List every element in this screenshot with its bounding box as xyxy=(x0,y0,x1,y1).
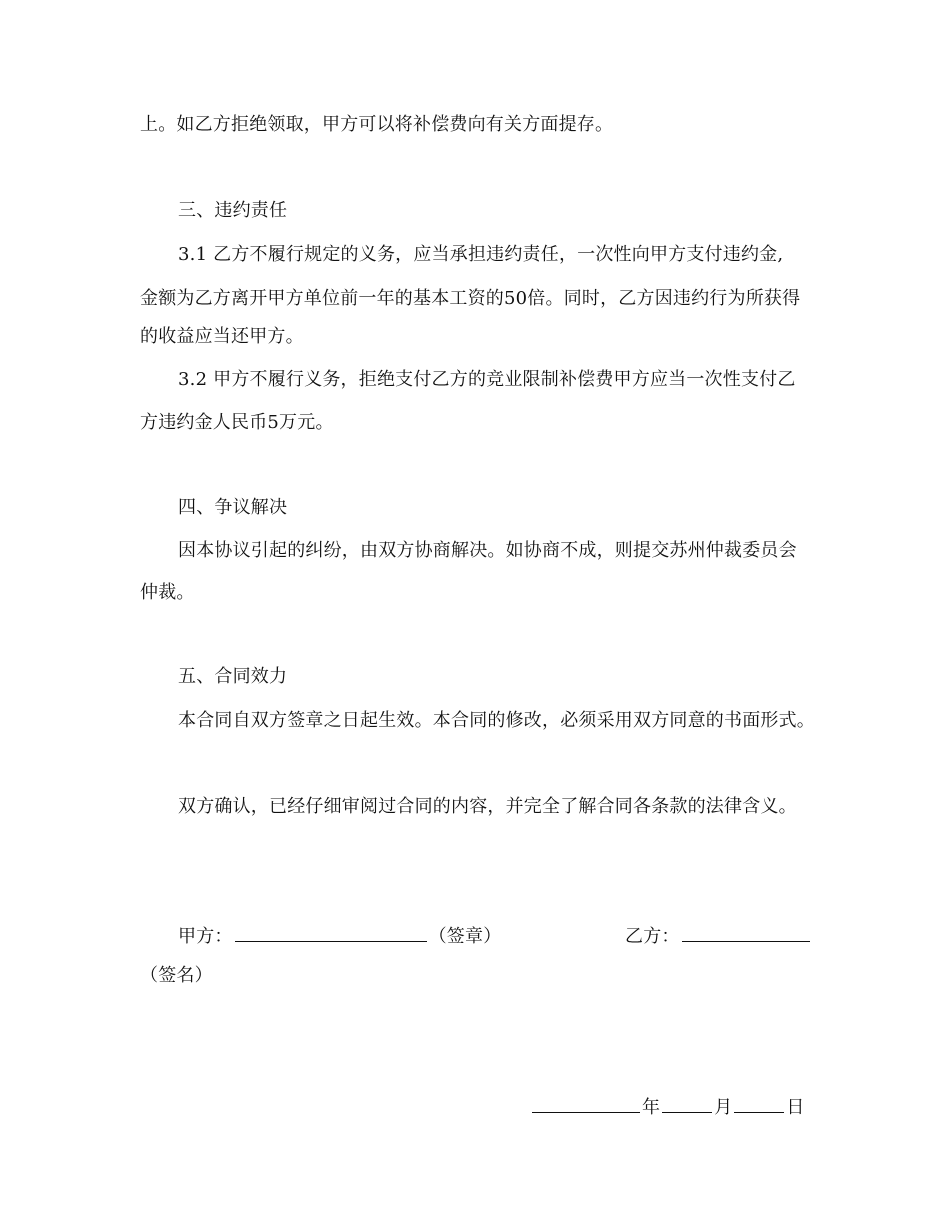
continuation-paragraph: 上。如乙方拒绝领取，甲方可以将补偿费向有关方面提存。 xyxy=(140,114,614,135)
date-line xyxy=(530,1094,805,1119)
month-label: 月 xyxy=(714,1097,733,1118)
section-5-heading: 五、合同效力 xyxy=(178,666,288,687)
section-4-heading: 四、争议解决 xyxy=(178,497,288,518)
confirmation-paragraph: 双方确认，已经仔细审阅过合同的内容，并完全了解合同各条款的法律含义。 xyxy=(178,796,797,817)
year-blank xyxy=(532,1094,640,1113)
party-a-label: 甲方： xyxy=(178,926,233,947)
section-3-heading: 三、违约责任 xyxy=(178,200,288,221)
party-a-signature-blank xyxy=(235,923,427,942)
party-b-label: 乙方： xyxy=(625,926,680,947)
party-a-seal-label: （签章） xyxy=(428,926,502,947)
clause-3-2-line-2: 方违约金人民币5万元。 xyxy=(140,412,334,433)
party-b-sign-label: （签名） xyxy=(140,965,213,986)
section-4-body-line-2: 仲裁。 xyxy=(140,582,195,603)
month-blank xyxy=(662,1094,712,1113)
clause-3-1-line-1: 3.1 乙方不履行规定的义务，应当承担违约责任，一次性向甲方支付违约金, xyxy=(178,244,784,265)
clause-3-2-line-1: 3.2 甲方不履行义务，拒绝支付乙方的竞业限制补偿费甲方应当一次性支付乙 xyxy=(178,369,796,390)
day-label: 日 xyxy=(786,1097,805,1118)
section-4-body-line-1: 因本协议引起的纠纷，由双方协商解决。如协商不成，则提交苏州仲裁委员会 xyxy=(178,540,797,561)
clause-3-1-line-3: 的收益应当还甲方。 xyxy=(140,326,304,347)
party-b-signature xyxy=(625,923,812,948)
party-a-signature xyxy=(178,923,501,948)
section-5-body: 本合同自双方签章之日起生效。本合同的修改，必须采用双方同意的书面形式。 xyxy=(178,710,815,731)
clause-3-1-line-2: 金额为乙方离开甲方单位前一年的基本工资的50倍。同时，乙方因违约行为所获得 xyxy=(140,288,801,309)
party-b-signature-blank xyxy=(682,923,810,942)
day-blank xyxy=(734,1094,784,1113)
year-label: 年 xyxy=(642,1097,661,1118)
